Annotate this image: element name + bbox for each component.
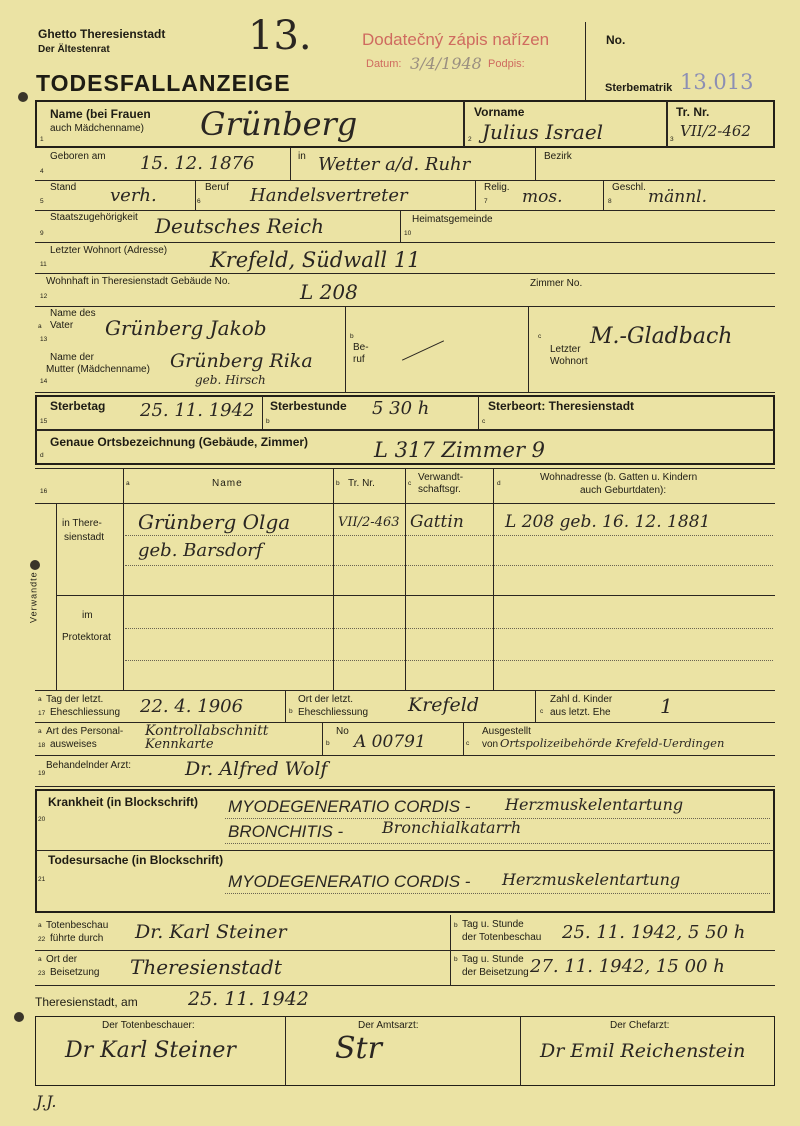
divider <box>322 722 323 755</box>
transport-number-label: Tr. Nr. <box>676 105 710 119</box>
divider <box>535 690 536 722</box>
place-date-value: 25. 11. 1942 <box>188 988 309 1010</box>
first-name-value: Julius Israel <box>482 120 604 144</box>
exact-location-value: L 317 Zimmer 9 <box>374 438 546 462</box>
marriage-date-label-2: Eheschliessung <box>50 707 121 718</box>
marriage-place-label: Ort der letzt. <box>298 694 354 705</box>
marriage-place-label-2: Eheschliessung <box>298 707 369 718</box>
last-residence-label: Letzter <box>550 344 581 355</box>
place-date-label: Theresienstadt, am <box>35 995 138 1009</box>
row-line <box>56 595 775 596</box>
religion-label: Relig. <box>484 182 510 193</box>
mother-label: Name der <box>50 352 94 363</box>
children-count-label-2: aus letzt. Ehe <box>550 707 611 718</box>
sex-value: männl. <box>648 187 707 207</box>
field-letter: b <box>454 922 458 929</box>
divider <box>400 210 401 242</box>
official-physician-signature: Str <box>335 1031 382 1066</box>
im-label: im <box>82 610 93 621</box>
children-count-value: 1 <box>660 694 673 718</box>
examiner-label: Totenbeschau <box>46 920 109 931</box>
divider <box>56 503 57 690</box>
field-number: 6 <box>197 198 201 205</box>
occupation-label: Beruf <box>205 182 229 193</box>
in-theresienstadt-label-2: sienstadt <box>64 532 105 543</box>
field-number: 16 <box>40 488 48 495</box>
last-address-label: Letzter Wohnort (Adresse) <box>50 245 168 256</box>
field-letter: d <box>497 480 501 487</box>
issued-by-label: Ausgestellt <box>482 726 531 737</box>
death-hour-value: 5 30 h <box>372 398 430 419</box>
field-number: 18 <box>38 742 46 749</box>
punch-hole <box>30 560 40 570</box>
ghetto-residence-label: Wohnhaft in Theresienstadt Gebäude No. <box>46 276 231 287</box>
surname-label-2: auch Mädchenname) <box>50 123 144 134</box>
burial-place-value: Theresienstadt <box>130 955 282 979</box>
field-number: 8 <box>608 198 612 205</box>
issued-by-value: Ortspolizeibehörde Krefeld-Uerdingen <box>500 736 725 750</box>
children-count-label: Zahl d. Kinder <box>550 694 613 705</box>
dotted-line <box>125 535 773 536</box>
field-letter: c <box>540 708 544 715</box>
relative-name: Grünberg Olga <box>138 510 291 534</box>
first-name-label: Vorname <box>474 105 525 119</box>
examination-time-label-2: der Totenbeschau <box>462 932 542 943</box>
row-line <box>35 273 775 274</box>
field-number: 14 <box>40 378 48 385</box>
row-line <box>36 850 774 851</box>
father-value: Grünberg Jakob <box>105 316 267 340</box>
stamp-date-value: 3/4/1948 <box>410 54 482 73</box>
divider <box>345 306 346 392</box>
field-number: 3 <box>670 136 674 143</box>
citizenship-value: Deutsches Reich <box>155 214 324 238</box>
chief-physician-signature: Dr Emil Reichenstein <box>540 1040 746 1062</box>
field-number: 13 <box>40 336 48 343</box>
relatives-side-label: Verwandte <box>28 571 39 623</box>
row-line <box>35 755 775 756</box>
protectorate-label: Protektorat <box>62 632 111 643</box>
divider <box>463 722 464 755</box>
divider <box>463 101 465 147</box>
home-community-label: Heimatsgemeinde <box>412 214 493 225</box>
divider <box>285 690 286 722</box>
stamp-date-label: Datum: <box>366 58 402 70</box>
field-letter: b <box>350 333 354 340</box>
father-label-2: Vater <box>50 320 74 331</box>
exact-location-label: Genaue Ortsbezeichnung (Gebäude, Zimmer) <box>50 435 309 449</box>
surname-label: Name (bei Frauen <box>50 107 151 121</box>
mother-maiden-value: geb. Hirsch <box>195 373 266 387</box>
row-line <box>35 306 775 307</box>
burial-place-label-2: Beisetzung <box>50 967 100 978</box>
row-line <box>35 985 775 986</box>
chief-physician-label: Der Chefarzt: <box>610 1020 670 1031</box>
dotted-line <box>225 893 770 894</box>
religion-value: mos. <box>522 187 563 207</box>
burial-time-value: 27. 11. 1942, 15 00 h <box>530 956 725 977</box>
row-line <box>35 786 775 787</box>
illness-label: Krankheit (in Blockschrift) <box>48 795 199 809</box>
relative-address: L 208 geb. 16. 12. 1881 <box>505 512 711 532</box>
row-line <box>35 690 775 691</box>
field-number: 17 <box>38 710 46 717</box>
stamp-sign-label: Podpis: <box>488 58 525 70</box>
divider <box>475 180 476 210</box>
field-number: 20 <box>38 816 46 823</box>
field-letter: c <box>482 418 486 425</box>
death-place-label: Sterbeort: Theresienstadt <box>488 399 635 413</box>
address-header: Wohnadresse (b. Gatten u. Kindern <box>540 472 698 483</box>
relationship-header-2: schaftsgr. <box>418 484 461 495</box>
divider <box>333 468 334 690</box>
divider <box>493 468 494 690</box>
examination-time-value: 25. 11. 1942, 5 50 h <box>562 922 746 943</box>
marriage-place-value: Krefeld <box>408 694 480 716</box>
field-letter: a <box>38 728 42 735</box>
divider <box>528 306 529 392</box>
divider <box>535 148 536 180</box>
cause-of-death-label: Todesursache (in Blockschrift) <box>48 853 224 867</box>
field-number: 1 <box>40 136 44 143</box>
room-label: Zimmer No. <box>530 278 583 289</box>
field-number: 2 <box>468 136 472 143</box>
birth-date-value: 15. 12. 1876 <box>140 153 255 174</box>
father-occupation-label: Be- <box>353 342 369 353</box>
field-letter: a <box>38 922 42 929</box>
divider <box>405 468 406 690</box>
burial-time-label-2: der Beisetzung <box>462 967 529 978</box>
examiner-signature: Dr Karl Steiner <box>65 1038 236 1063</box>
father-occupation-label-2: ruf <box>353 354 365 365</box>
marital-status-value: verh. <box>110 185 157 206</box>
field-letter: d <box>40 452 44 459</box>
cause-of-death-block: MYODEGENERATIO CORDIS - <box>228 872 471 891</box>
mother-label-2: Mutter (Mädchenname) <box>46 364 150 375</box>
field-number: 23 <box>38 970 46 977</box>
burial-time-label: Tag u. Stunde <box>462 954 524 965</box>
divider <box>290 148 291 180</box>
field-letter: a <box>38 956 42 963</box>
field-number: 5 <box>40 198 44 205</box>
divider <box>285 1016 286 1086</box>
field-letter: a <box>38 696 42 703</box>
physician-value: Dr. Alfred Wolf <box>185 758 328 780</box>
death-date-value: 25. 11. 1942 <box>140 400 255 421</box>
divider <box>262 396 263 429</box>
id-type-label-2: ausweises <box>50 739 97 750</box>
field-letter: c <box>466 740 470 747</box>
form-title: TODESFALLANZEIGE <box>36 70 291 96</box>
divider <box>450 915 451 985</box>
relationship-header: Verwandt- <box>418 472 464 483</box>
divider <box>478 396 479 429</box>
field-letter: b <box>454 956 458 963</box>
dotted-line <box>125 565 773 566</box>
field-number: 4 <box>40 168 44 175</box>
burial-place-label: Ort der <box>46 954 78 965</box>
examiner-label-2: führte durch <box>50 933 104 944</box>
punch-hole <box>14 1012 24 1022</box>
dash-stroke <box>402 340 444 360</box>
dotted-line <box>125 628 773 629</box>
row-line <box>35 242 775 243</box>
sex-label: Geschl. <box>612 182 646 193</box>
divider <box>195 180 196 210</box>
council-name: Der Ältestenrat <box>38 44 110 55</box>
marriage-date-value: 22. 4. 1906 <box>140 696 244 717</box>
field-number: 19 <box>38 770 46 777</box>
examiner-value: Dr. Karl Steiner <box>135 921 287 943</box>
row-line <box>35 392 775 393</box>
relative-name-header: Name <box>212 478 243 489</box>
row-line <box>35 180 775 181</box>
field-letter: a <box>126 480 130 487</box>
field-letter: b <box>289 708 293 715</box>
row-line <box>35 950 775 951</box>
examiner-signature-label: Der Totenbeschauer: <box>102 1020 195 1031</box>
relative-transport-number: VII/2-463 <box>338 515 400 530</box>
field-number: 12 <box>40 293 48 300</box>
row-line <box>35 210 775 211</box>
matrikel-value: 13.013 <box>680 70 754 94</box>
death-date-label: Sterbetag <box>50 399 106 413</box>
transport-number-value: VII/2-462 <box>680 122 751 140</box>
birth-place-label: in <box>298 151 306 162</box>
field-letter: b <box>266 418 270 425</box>
field-letter: b <box>336 480 340 487</box>
physician-label: Behandelnder Arzt: <box>46 760 132 771</box>
birth-date-label: Geboren am <box>50 151 106 162</box>
field-number: 7 <box>484 198 488 205</box>
field-letter: b <box>326 740 330 747</box>
marriage-date-label: Tag der letzt. <box>46 694 104 705</box>
field-letter: c <box>408 480 412 487</box>
dotted-line <box>125 660 773 661</box>
father-label: Name des <box>50 308 96 319</box>
in-theresienstadt-label: in There- <box>62 518 102 529</box>
id-number-value: A 00791 <box>354 732 426 752</box>
field-letter: c <box>538 333 542 340</box>
relative-maiden-name: geb. Barsdorf <box>138 540 263 561</box>
field-number: 22 <box>38 936 46 943</box>
address-header-2: auch Geburtdaten): <box>580 485 667 496</box>
punch-hole <box>18 92 28 102</box>
last-residence-value: M.-Gladbach <box>590 324 733 349</box>
divider <box>666 101 668 147</box>
id-number-label: No <box>336 726 349 737</box>
id-type-value-2: Kennkarte <box>145 737 214 752</box>
header-divider <box>585 22 586 100</box>
death-hour-label: Sterbestunde <box>270 399 347 413</box>
ghetto-residence-value: L 208 <box>300 280 358 304</box>
ghetto-name: Ghetto Theresienstadt <box>38 27 166 41</box>
stamp-title: Dodatečný zápis nařízen <box>362 30 550 49</box>
district-label: Bezirk <box>544 151 572 162</box>
divider <box>520 1016 521 1086</box>
field-number: 10 <box>404 230 412 237</box>
occupation-value: Handelsvertreter <box>250 185 408 206</box>
marital-status-label: Stand <box>50 182 77 193</box>
illness-line-1-script: Herzmuskelentartung <box>505 795 684 814</box>
form-number: 13. <box>248 13 312 59</box>
citizenship-label: Staatszugehörigkeit <box>50 212 138 223</box>
field-number: 11 <box>40 261 47 268</box>
last-address-value: Krefeld, Südwall 11 <box>210 248 421 272</box>
field-letter: a <box>38 323 42 330</box>
divider <box>123 468 124 690</box>
cause-of-death-script: Herzmuskelentartung <box>502 870 681 889</box>
field-number: 9 <box>40 230 44 237</box>
initials: J.J. <box>36 1092 57 1111</box>
examination-time-label: Tag u. Stunde <box>462 919 524 930</box>
id-type-label: Art des Personal- <box>46 726 124 737</box>
birth-place-value: Wetter a/d. Ruhr <box>318 154 471 175</box>
illness-line-2-script: Bronchialkatarrh <box>382 818 522 837</box>
last-residence-label-2: Wohnort <box>550 356 588 367</box>
divider <box>603 180 604 210</box>
relative-relationship: Gattin <box>410 512 464 532</box>
row-line <box>36 429 774 431</box>
field-number: 15 <box>40 418 48 425</box>
mother-value: Grünberg Rika <box>170 350 313 372</box>
matrikel-label: Sterbematrik <box>605 82 673 94</box>
field-number: 21 <box>38 876 46 883</box>
no-label: No. <box>606 33 626 47</box>
surname-value: Grünberg <box>200 105 358 143</box>
relative-transport-header: Tr. Nr. <box>348 478 375 489</box>
dotted-line <box>225 843 770 844</box>
illness-line-1-block: MYODEGENERATIO CORDIS - <box>228 797 471 816</box>
id-type-value: Kontrollabschnitt <box>145 723 269 739</box>
official-physician-label: Der Amtsarzt: <box>358 1020 419 1031</box>
issued-by-label-2: von <box>482 739 499 750</box>
illness-line-2-block: BRONCHITIS - <box>228 822 344 841</box>
